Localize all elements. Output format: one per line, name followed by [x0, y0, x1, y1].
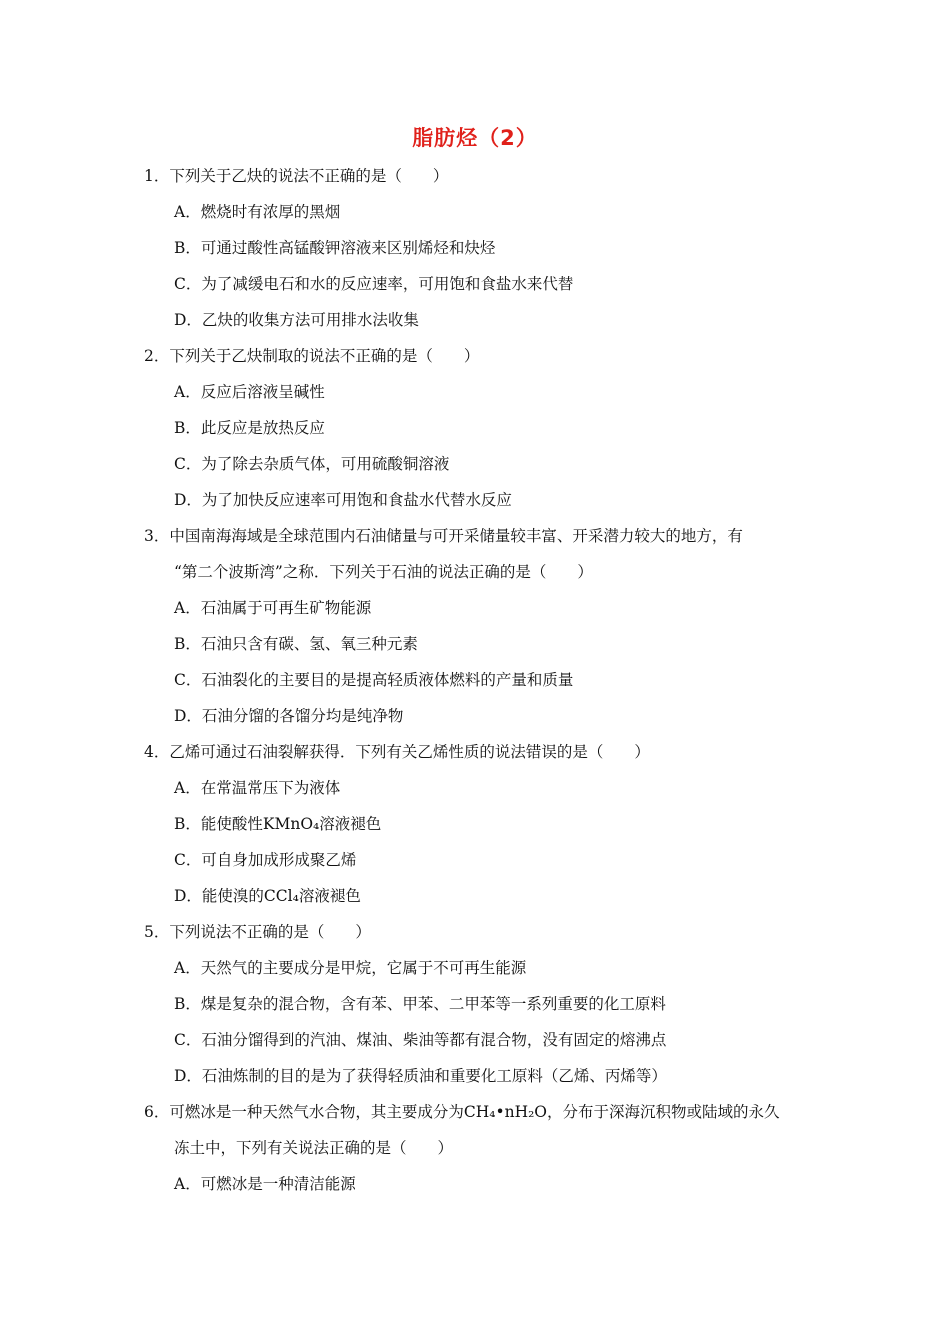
question-stem: 6．可燃冰是一种天然气水合物，其主要成分为CH₄•nH₂O，分布于深海沉积物或陆域的永久 [144, 1103, 780, 1121]
option-a: A．可燃冰是一种清洁能源 [174, 1175, 356, 1193]
question-6 [144, 1094, 824, 1202]
option-a: A．反应后溶液呈碱性 [174, 383, 325, 401]
option-c: C．为了减缓电石和水的反应速率，可用饱和食盐水来代替 [174, 275, 574, 293]
option-a: A．天然气的主要成分是甲烷，它属于不可再生能源 [174, 959, 527, 977]
option-b: B．石油只含有碳、氢、氧三种元素 [174, 635, 418, 653]
option-d: D．石油分馏的各馏分均是纯净物 [174, 707, 404, 725]
question-1 [144, 158, 824, 338]
option-a: A．燃烧时有浓厚的黑烟 [174, 203, 341, 221]
question-stem: 2．下列关于乙炔制取的说法不正确的是（ ） [144, 347, 480, 365]
option-b: B．此反应是放热反应 [174, 419, 325, 437]
option-b: B．煤是复杂的混合物，含有苯、甲苯、二甲苯等一系列重要的化工原料 [174, 995, 666, 1013]
question-stem: 3．中国南海海域是全球范围内石油储量与可开采储量较丰富、开采潜力较大的地方，有 [144, 527, 743, 545]
question-stem-continued: “第二个波斯湾”之称．下列关于石油的说法正确的是（ ） [174, 563, 593, 581]
question-stem: 5．下列说法不正确的是（ ） [144, 923, 371, 941]
question-list [144, 158, 824, 1202]
option-c: C．为了除去杂质气体，可用硫酸铜溶液 [174, 455, 450, 473]
question-stem: 4．乙烯可通过石油裂解获得．下列有关乙烯性质的说法错误的是（ ） [144, 743, 650, 761]
option-a: A．在常温常压下为液体 [174, 779, 341, 797]
option-b: B．能使酸性KMnO₄溶液褪色 [174, 815, 382, 833]
option-d: D．为了加快反应速率可用饱和食盐水代替水反应 [174, 491, 512, 509]
question-5 [144, 914, 824, 1094]
option-d: D．石油炼制的目的是为了获得轻质油和重要化工原料（乙烯、丙烯等） [174, 1067, 667, 1085]
question-2 [144, 338, 824, 518]
option-d: D．乙炔的收集方法可用排水法收集 [174, 311, 419, 329]
option-a: A．石油属于可再生矿物能源 [174, 599, 372, 617]
question-3 [144, 518, 824, 734]
option-c: C．可自身加成形成聚乙烯 [174, 851, 357, 869]
option-c: C．石油裂化的主要目的是提高轻质液体燃料的产量和质量 [174, 671, 574, 689]
option-b: B．可通过酸性高锰酸钾溶液来区别烯烃和炔烃 [174, 239, 496, 257]
question-stem: 1．下列关于乙炔的说法不正确的是（ ） [144, 167, 449, 185]
question-4 [144, 734, 824, 914]
document-title: 脂肪烃（2） [412, 126, 538, 150]
option-c: C．石油分馏得到的汽油、煤油、柴油等都有混合物，没有固定的熔沸点 [174, 1031, 667, 1049]
option-d: D．能使溴的CCl₄溶液褪色 [174, 887, 361, 905]
question-stem-continued: 冻土中，下列有关说法正确的是（ ） [174, 1139, 454, 1157]
